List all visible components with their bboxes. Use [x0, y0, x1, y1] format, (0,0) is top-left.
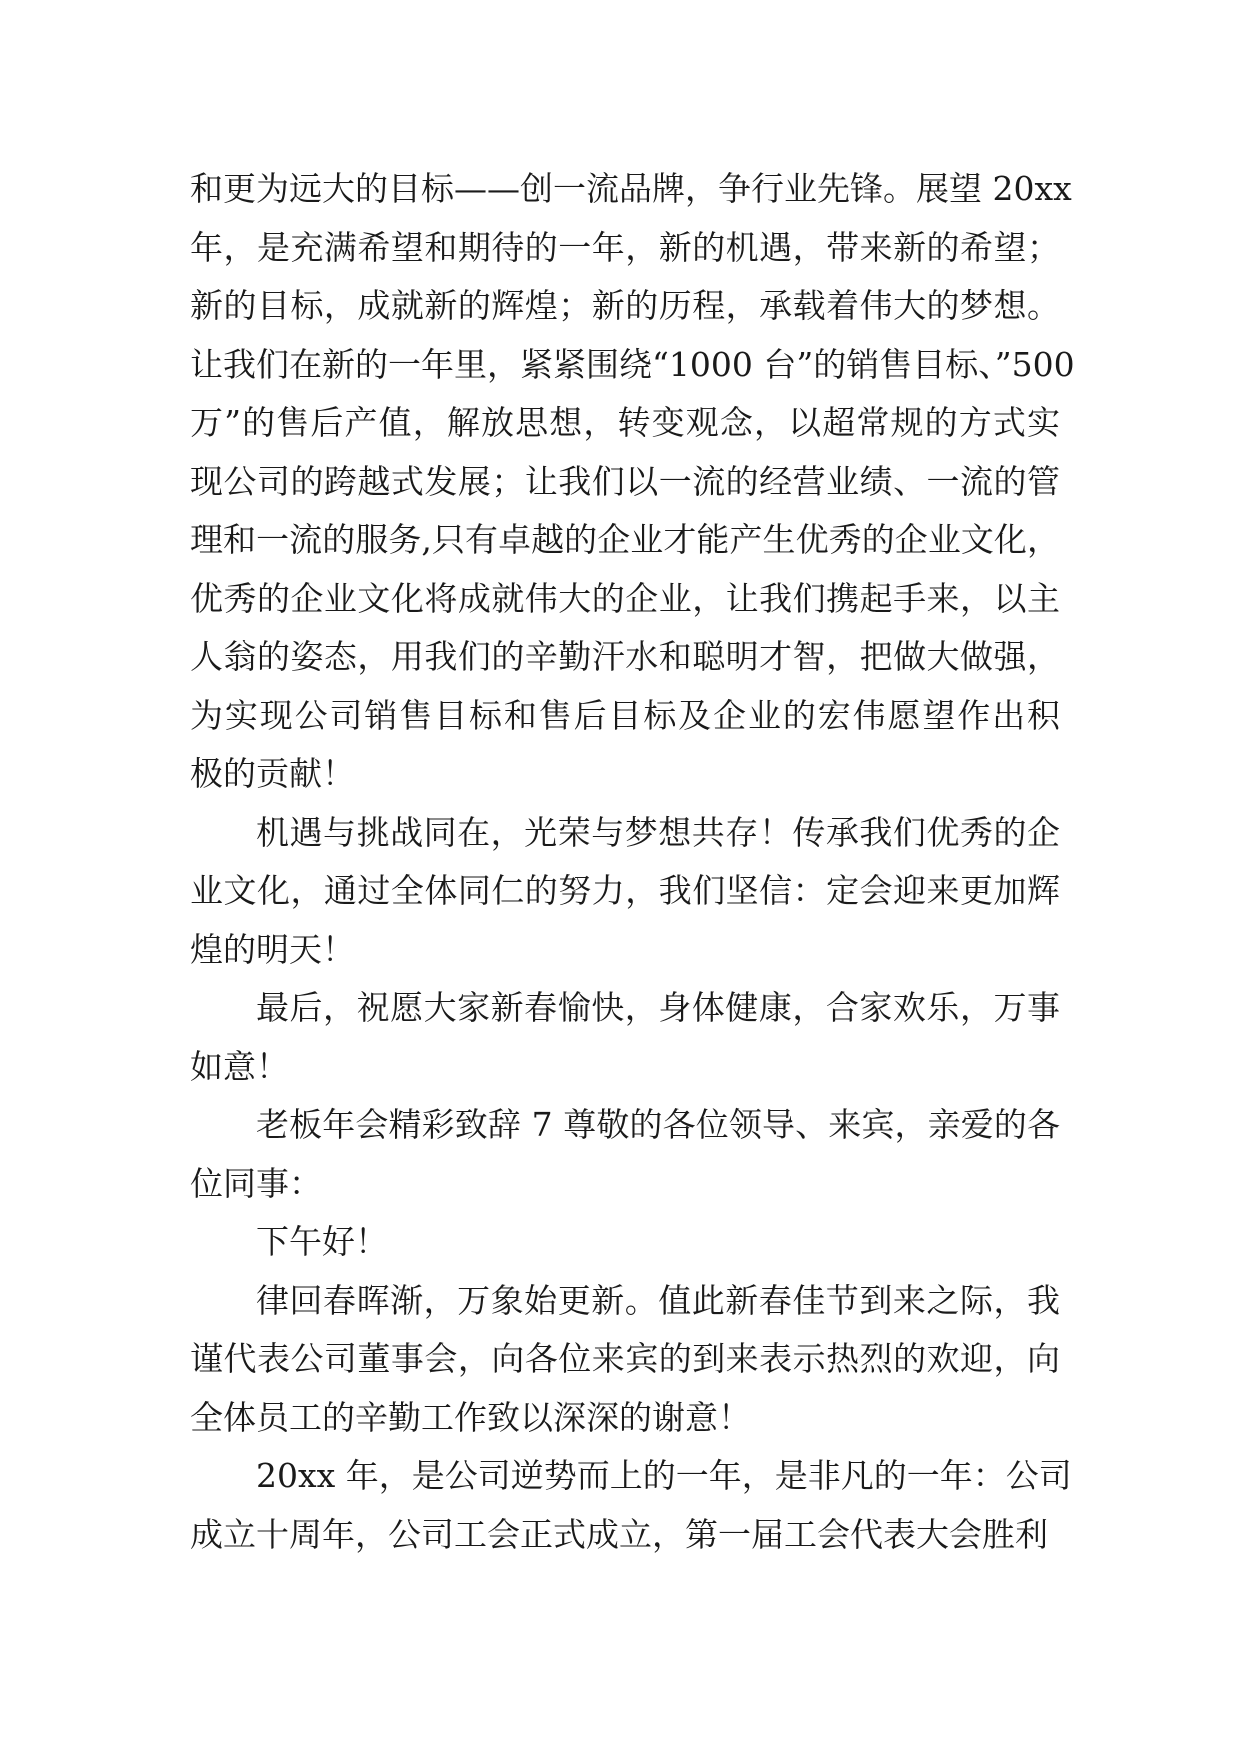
text-line: 优秀的企业文化将成就伟大的企业，让我们携起手来，以主 — [190, 578, 1060, 618]
text-line: 如意！ — [190, 1046, 289, 1086]
text-line: 下午好！ — [256, 1222, 388, 1261]
text-line: 机遇与挑战同在，光荣与梦想共存！传承我们优秀的企 — [256, 812, 1060, 852]
text-line: 最后，祝愿大家新春愉快，身体健康，合家欢乐，万事 — [256, 988, 1060, 1027]
text-line: 年，是充满希望和期待的一年，新的机遇，带来新的希望； — [190, 227, 1060, 267]
text-line: 现公司的跨越式发展；让我们以一流的经营业绩、一流的管 — [190, 461, 1060, 501]
text-line: 理和一流的服务,只有卓越的企业才能产生优秀的企业文化， — [190, 520, 1060, 559]
text-line: 成立十周年，公司工会正式成立，第一届工会代表大会胜利 — [190, 1514, 1048, 1554]
paragraph — [190, 1447, 1072, 1564]
text-line: 人翁的姿态，用我们的辛勤汗水和聪明才智，把做大做强， — [190, 637, 1060, 676]
text-line: 新的目标，成就新的辉煌；新的历程，承载着伟大的梦想。 — [190, 286, 1060, 325]
text-line: 律回春晖渐，万象始更新。值此新春佳节到来之际，我 — [256, 1280, 1060, 1320]
text-line: 煌的明天！ — [190, 929, 355, 969]
paragraph — [190, 1272, 1060, 1448]
text-line: 业文化，通过全体同仁的努力，我们坚信：定会迎来更加辉 — [190, 871, 1060, 910]
text-line: 万”的售后产值，解放思想，转变观念，以超常规的方式实 — [190, 403, 1060, 442]
text-line: 全体员工的辛勤工作致以深深的谢意！ — [190, 1397, 751, 1437]
text-line: 20xx 年，是公司逆势而上的一年，是非凡的一年：公司 — [256, 1456, 1072, 1495]
paragraph — [190, 979, 1060, 1096]
text-line: 老板年会精彩致辞 7 尊敬的各位领导、来宾，亲爱的各 — [256, 1105, 1060, 1144]
text-line: 极的贡献！ — [190, 754, 355, 793]
text-line: 谨代表公司董事会，向各位来宾的到来表示热烈的欢迎，向 — [190, 1339, 1060, 1378]
paragraph — [190, 804, 1060, 980]
paragraph — [190, 1096, 1060, 1213]
paragraph — [190, 160, 1075, 804]
text-line: 为实现公司销售目标和售后目标及企业的宏伟愿望作出积 — [190, 695, 1060, 735]
paragraph — [190, 1213, 1060, 1272]
text-line: 和更为远大的目标——创一流品牌，争行业先锋。展望 20xx — [190, 169, 1072, 208]
text-line: 让我们在新的一年里，紧紧围绕“1000 台”的销售目标、”500 — [190, 344, 1075, 384]
body-text — [190, 160, 1075, 1564]
text-line: 位同事： — [190, 1163, 322, 1203]
